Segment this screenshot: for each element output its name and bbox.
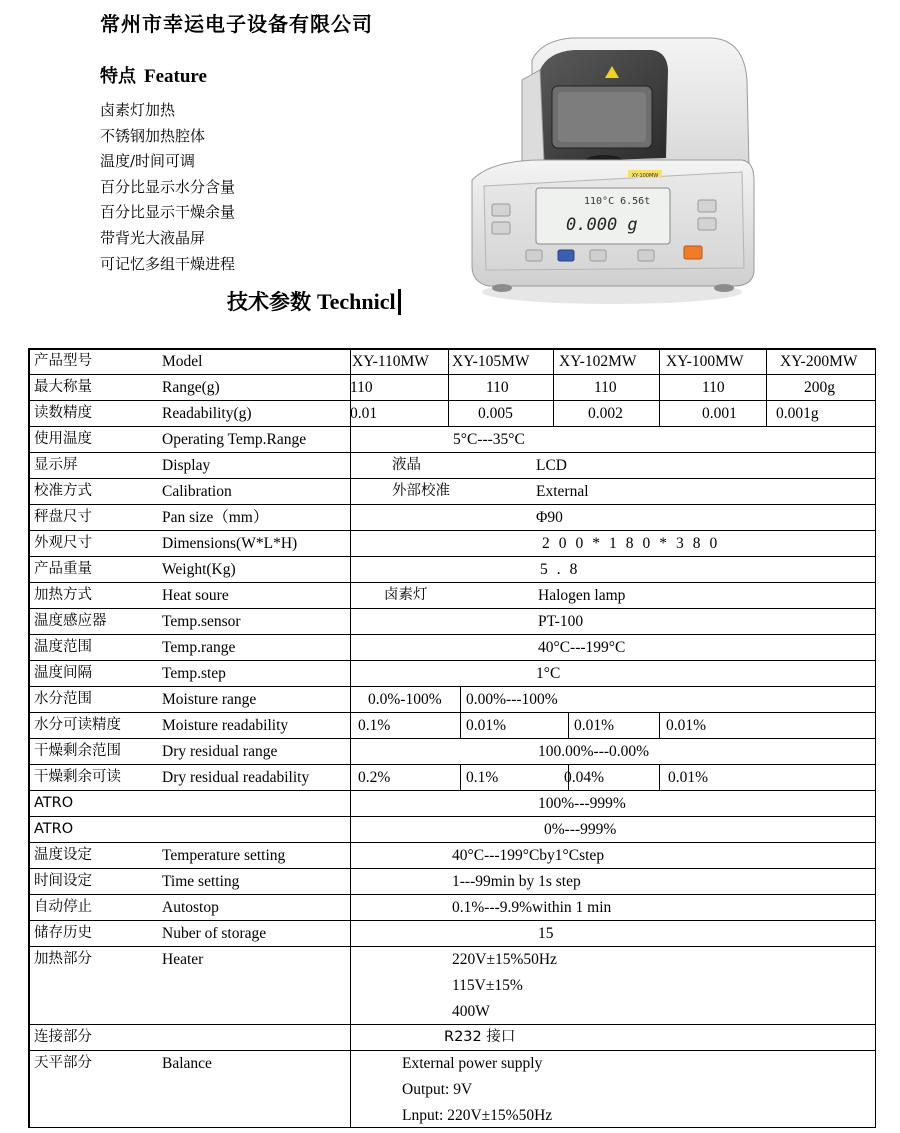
param-value: 1---99min by 1s step <box>452 873 581 890</box>
table-rule <box>448 400 449 426</box>
table-rule <box>350 946 351 1024</box>
feature-heading <box>100 62 207 88</box>
display-main-reading: 0.000 g <box>566 215 638 235</box>
table-rule <box>28 452 876 453</box>
param-value: 0.005 <box>478 405 513 422</box>
param-value: 液晶 <box>392 457 421 473</box>
param-name-en: Dry residual readability <box>162 769 310 786</box>
table-rule <box>350 556 351 582</box>
feature-heading-en: Feature <box>144 66 207 87</box>
param-value: 110 <box>350 379 373 396</box>
table-rule <box>28 712 876 713</box>
param-name-cn: 产品重量 <box>34 561 92 577</box>
param-value: 115V±15% <box>452 977 523 994</box>
param-name-en: Moisture range <box>162 691 257 708</box>
table-rule <box>28 686 876 687</box>
table-rule <box>350 764 351 790</box>
param-name-en: Readability(g) <box>162 405 252 422</box>
table-rule <box>28 894 876 895</box>
param-value: 0.01% <box>666 717 707 734</box>
param-value: 5°C---35°C <box>453 431 525 448</box>
table-rule <box>350 478 351 504</box>
param-value: External power supply <box>402 1055 543 1072</box>
table-rule <box>875 348 877 1128</box>
param-value: 0.2% <box>358 769 391 786</box>
table-rule <box>28 868 876 869</box>
company-name: 常州市幸运电子设备有限公司 <box>100 12 373 36</box>
param-name-cn: 自动停止 <box>34 899 92 915</box>
param-value: 0.1% <box>466 769 499 786</box>
table-rule <box>28 1024 876 1025</box>
param-name-cn: 天平部分 <box>34 1055 92 1071</box>
param-value: 40°C---199°C <box>538 639 626 656</box>
param-name-cn: 校准方式 <box>34 483 92 499</box>
table-rule <box>28 790 876 791</box>
table-rule <box>350 634 351 660</box>
param-value: 0.01 <box>350 405 378 422</box>
param-name-cn: 读数精度 <box>34 405 92 421</box>
table-rule <box>553 348 554 374</box>
param-name-en: Range(g) <box>162 379 220 396</box>
table-rule <box>28 920 876 921</box>
param-value: 0.002 <box>588 405 623 422</box>
table-rule <box>350 608 351 634</box>
param-name-en: Weight(Kg) <box>162 561 236 578</box>
param-value: XY-110MW <box>352 353 429 370</box>
table-rule <box>28 530 876 531</box>
param-value: 1°C <box>536 665 561 682</box>
param-name-cn: 使用温度 <box>34 431 92 447</box>
table-rule <box>28 738 876 739</box>
table-rule <box>568 712 569 738</box>
table-rule <box>766 374 767 400</box>
param-name-cn: 加热部分 <box>34 951 92 967</box>
feature-item: 温度/时间可调 <box>100 152 196 171</box>
param-name-en: Dry residual range <box>162 743 278 760</box>
table-rule <box>28 504 876 505</box>
param-name-en: Display <box>162 457 211 474</box>
param-value: 100%---999% <box>538 795 626 812</box>
param-value: 外部校准 <box>392 483 450 499</box>
table-rule <box>659 348 660 374</box>
param-value: 0.00%---100% <box>466 691 558 708</box>
table-rule <box>460 712 461 738</box>
table-rule <box>28 634 876 635</box>
spec-table <box>28 348 876 1133</box>
param-value: 40°C---199°Cby1°Cstep <box>452 847 605 864</box>
param-name-en: Temp.sensor <box>162 613 241 630</box>
table-rule <box>350 816 351 842</box>
param-name-cn: 干燥剩余范围 <box>34 743 121 759</box>
param-name-cn: 加热方式 <box>34 587 92 603</box>
table-rule <box>766 348 767 374</box>
table-rule <box>350 686 351 712</box>
param-name-cn: 秤盘尺寸 <box>34 509 92 525</box>
table-rule <box>350 660 351 686</box>
param-name-en: Heater <box>162 951 204 968</box>
param-name-cn: 水分范围 <box>34 691 92 707</box>
param-name-cn: 连接部分 <box>34 1029 92 1045</box>
table-rule <box>659 374 660 400</box>
param-name-cn: 显示屏 <box>34 457 78 473</box>
table-rule <box>350 868 351 894</box>
param-value: 400W <box>452 1003 490 1020</box>
param-name-en: Heat soure <box>162 587 229 604</box>
feature-item: 可记忆多组干燥进程 <box>100 254 236 273</box>
table-rule <box>28 1127 876 1129</box>
table-rule <box>448 374 449 400</box>
param-value: 0.001 <box>702 405 737 422</box>
table-rule <box>28 374 876 375</box>
param-value: 0.1%---9.9%within 1 min <box>452 899 612 916</box>
table-rule <box>28 1050 876 1051</box>
table-rule <box>460 764 461 790</box>
table-rule <box>350 452 351 478</box>
table-rule <box>350 842 351 868</box>
param-value: 0.1% <box>358 717 391 734</box>
param-value: 0%---999% <box>544 821 617 838</box>
param-value: 5.8 <box>540 561 587 578</box>
feature-item: 百分比显示水分含量 <box>100 177 236 196</box>
param-value: 0.001g <box>776 405 819 422</box>
param-name-cn: 温度感应器 <box>34 613 107 629</box>
param-name-en: Moisture readability <box>162 717 289 734</box>
tech-params-heading <box>227 286 401 316</box>
param-name-en: Operating Temp.Range <box>162 431 307 448</box>
param-name-cn: 外观尺寸 <box>34 535 92 551</box>
param-value: 0.01% <box>668 769 709 786</box>
table-rule <box>28 426 876 427</box>
table-rule <box>350 530 351 556</box>
table-rule <box>28 608 876 609</box>
table-rule <box>28 556 876 557</box>
param-value: Halogen lamp <box>538 587 626 604</box>
param-value: 220V±15%50Hz <box>452 951 557 968</box>
param-name-cn: 水分可读精度 <box>34 717 121 733</box>
param-value: XY-100MW <box>666 353 744 370</box>
param-value: 15 <box>538 925 554 942</box>
param-value: 0.01% <box>574 717 615 734</box>
table-rule <box>350 790 351 816</box>
param-value: 110 <box>486 379 509 396</box>
param-name-en: Temperature setting <box>162 847 286 864</box>
table-rule <box>659 764 660 790</box>
param-name-en: Model <box>162 353 203 370</box>
table-rule <box>28 478 876 479</box>
param-name-en: Temp.range <box>162 639 236 656</box>
param-name-cn: 温度设定 <box>34 847 92 863</box>
table-rule <box>28 946 876 947</box>
feature-item: 不锈钢加热腔体 <box>100 126 206 145</box>
param-value: XY-200MW <box>780 353 858 370</box>
table-rule <box>659 400 660 426</box>
table-rule <box>350 738 351 764</box>
moisture-analyzer-image <box>462 10 762 310</box>
table-rule <box>28 348 30 1128</box>
table-rule <box>448 348 449 374</box>
param-value: Output: 9V <box>402 1081 473 1098</box>
param-value: 200g <box>804 379 835 396</box>
param-name-cn: 干燥剩余可读 <box>34 769 121 785</box>
param-value: Φ90 <box>536 509 563 526</box>
table-rule <box>28 842 876 843</box>
param-value: PT-100 <box>538 613 584 630</box>
param-value: 0.04% <box>564 769 605 786</box>
table-rule <box>553 400 554 426</box>
table-rule <box>28 764 876 765</box>
param-name-cn: ATRO <box>34 795 74 811</box>
table-rule <box>28 348 876 350</box>
device-model-label: XY-100MW <box>631 173 659 179</box>
param-value: 0.0%-100% <box>368 691 442 708</box>
param-value: 0.01% <box>466 717 507 734</box>
table-rule <box>350 582 351 608</box>
param-value: 卤素灯 <box>384 587 428 603</box>
table-rule <box>659 712 660 738</box>
tech-heading-cn: 技术参数 <box>227 289 311 314</box>
param-name-en: Balance <box>162 1055 212 1072</box>
table-rule <box>28 816 876 817</box>
param-name-cn: 最大称量 <box>34 379 92 395</box>
feature-item: 带背光大液晶屏 <box>100 228 206 247</box>
param-name-cn: 时间设定 <box>34 873 92 889</box>
param-name-cn: 储存历史 <box>34 925 92 941</box>
param-value: 110 <box>594 379 617 396</box>
table-rule <box>28 660 876 661</box>
feature-item: 卤素灯加热 <box>100 101 176 119</box>
table-rule <box>350 894 351 920</box>
feature-heading-cn: 特点 <box>100 66 136 87</box>
param-value: 100.00%---0.00% <box>538 743 650 760</box>
table-rule <box>350 504 351 530</box>
param-value: Lnput: 220V±15%50Hz <box>402 1107 553 1124</box>
param-value: XY-105MW <box>452 353 530 370</box>
param-name-cn: 产品型号 <box>34 353 92 369</box>
table-rule <box>460 686 461 712</box>
table-rule <box>350 920 351 946</box>
table-rule <box>350 426 351 452</box>
feature-list <box>100 98 235 277</box>
param-name-en: Temp.step <box>162 665 226 682</box>
param-value: External <box>536 483 589 500</box>
param-name-en: Dimensions(W*L*H) <box>162 535 298 552</box>
param-name-cn: 温度范围 <box>34 639 92 655</box>
param-value: 110 <box>702 379 725 396</box>
display-top-reading: 110°C 6.56t <box>584 196 651 207</box>
param-name-cn: ATRO <box>34 821 74 837</box>
param-value: XY-102MW <box>559 353 637 370</box>
table-rule <box>350 712 351 738</box>
table-rule <box>350 348 351 374</box>
param-name-en: Autostop <box>162 899 219 916</box>
tech-heading-en: Technicl <box>317 289 396 314</box>
param-value: LCD <box>536 457 567 474</box>
param-value: R232 接口 <box>444 1029 516 1045</box>
param-name-cn: 温度间隔 <box>34 665 92 681</box>
table-rule <box>28 582 876 583</box>
table-rule <box>766 400 767 426</box>
table-rule <box>350 1050 351 1128</box>
param-name-en: Time setting <box>162 873 240 890</box>
table-rule <box>553 374 554 400</box>
table-rule <box>350 1024 351 1050</box>
feature-item: 百分比显示干燥余量 <box>100 203 236 222</box>
param-name-en: Pan size（mm） <box>162 509 269 526</box>
param-name-en: Nuber of storage <box>162 925 267 942</box>
param-name-en: Calibration <box>162 483 232 500</box>
param-value: 200*180*380 <box>542 535 727 552</box>
table-rule <box>28 400 876 401</box>
